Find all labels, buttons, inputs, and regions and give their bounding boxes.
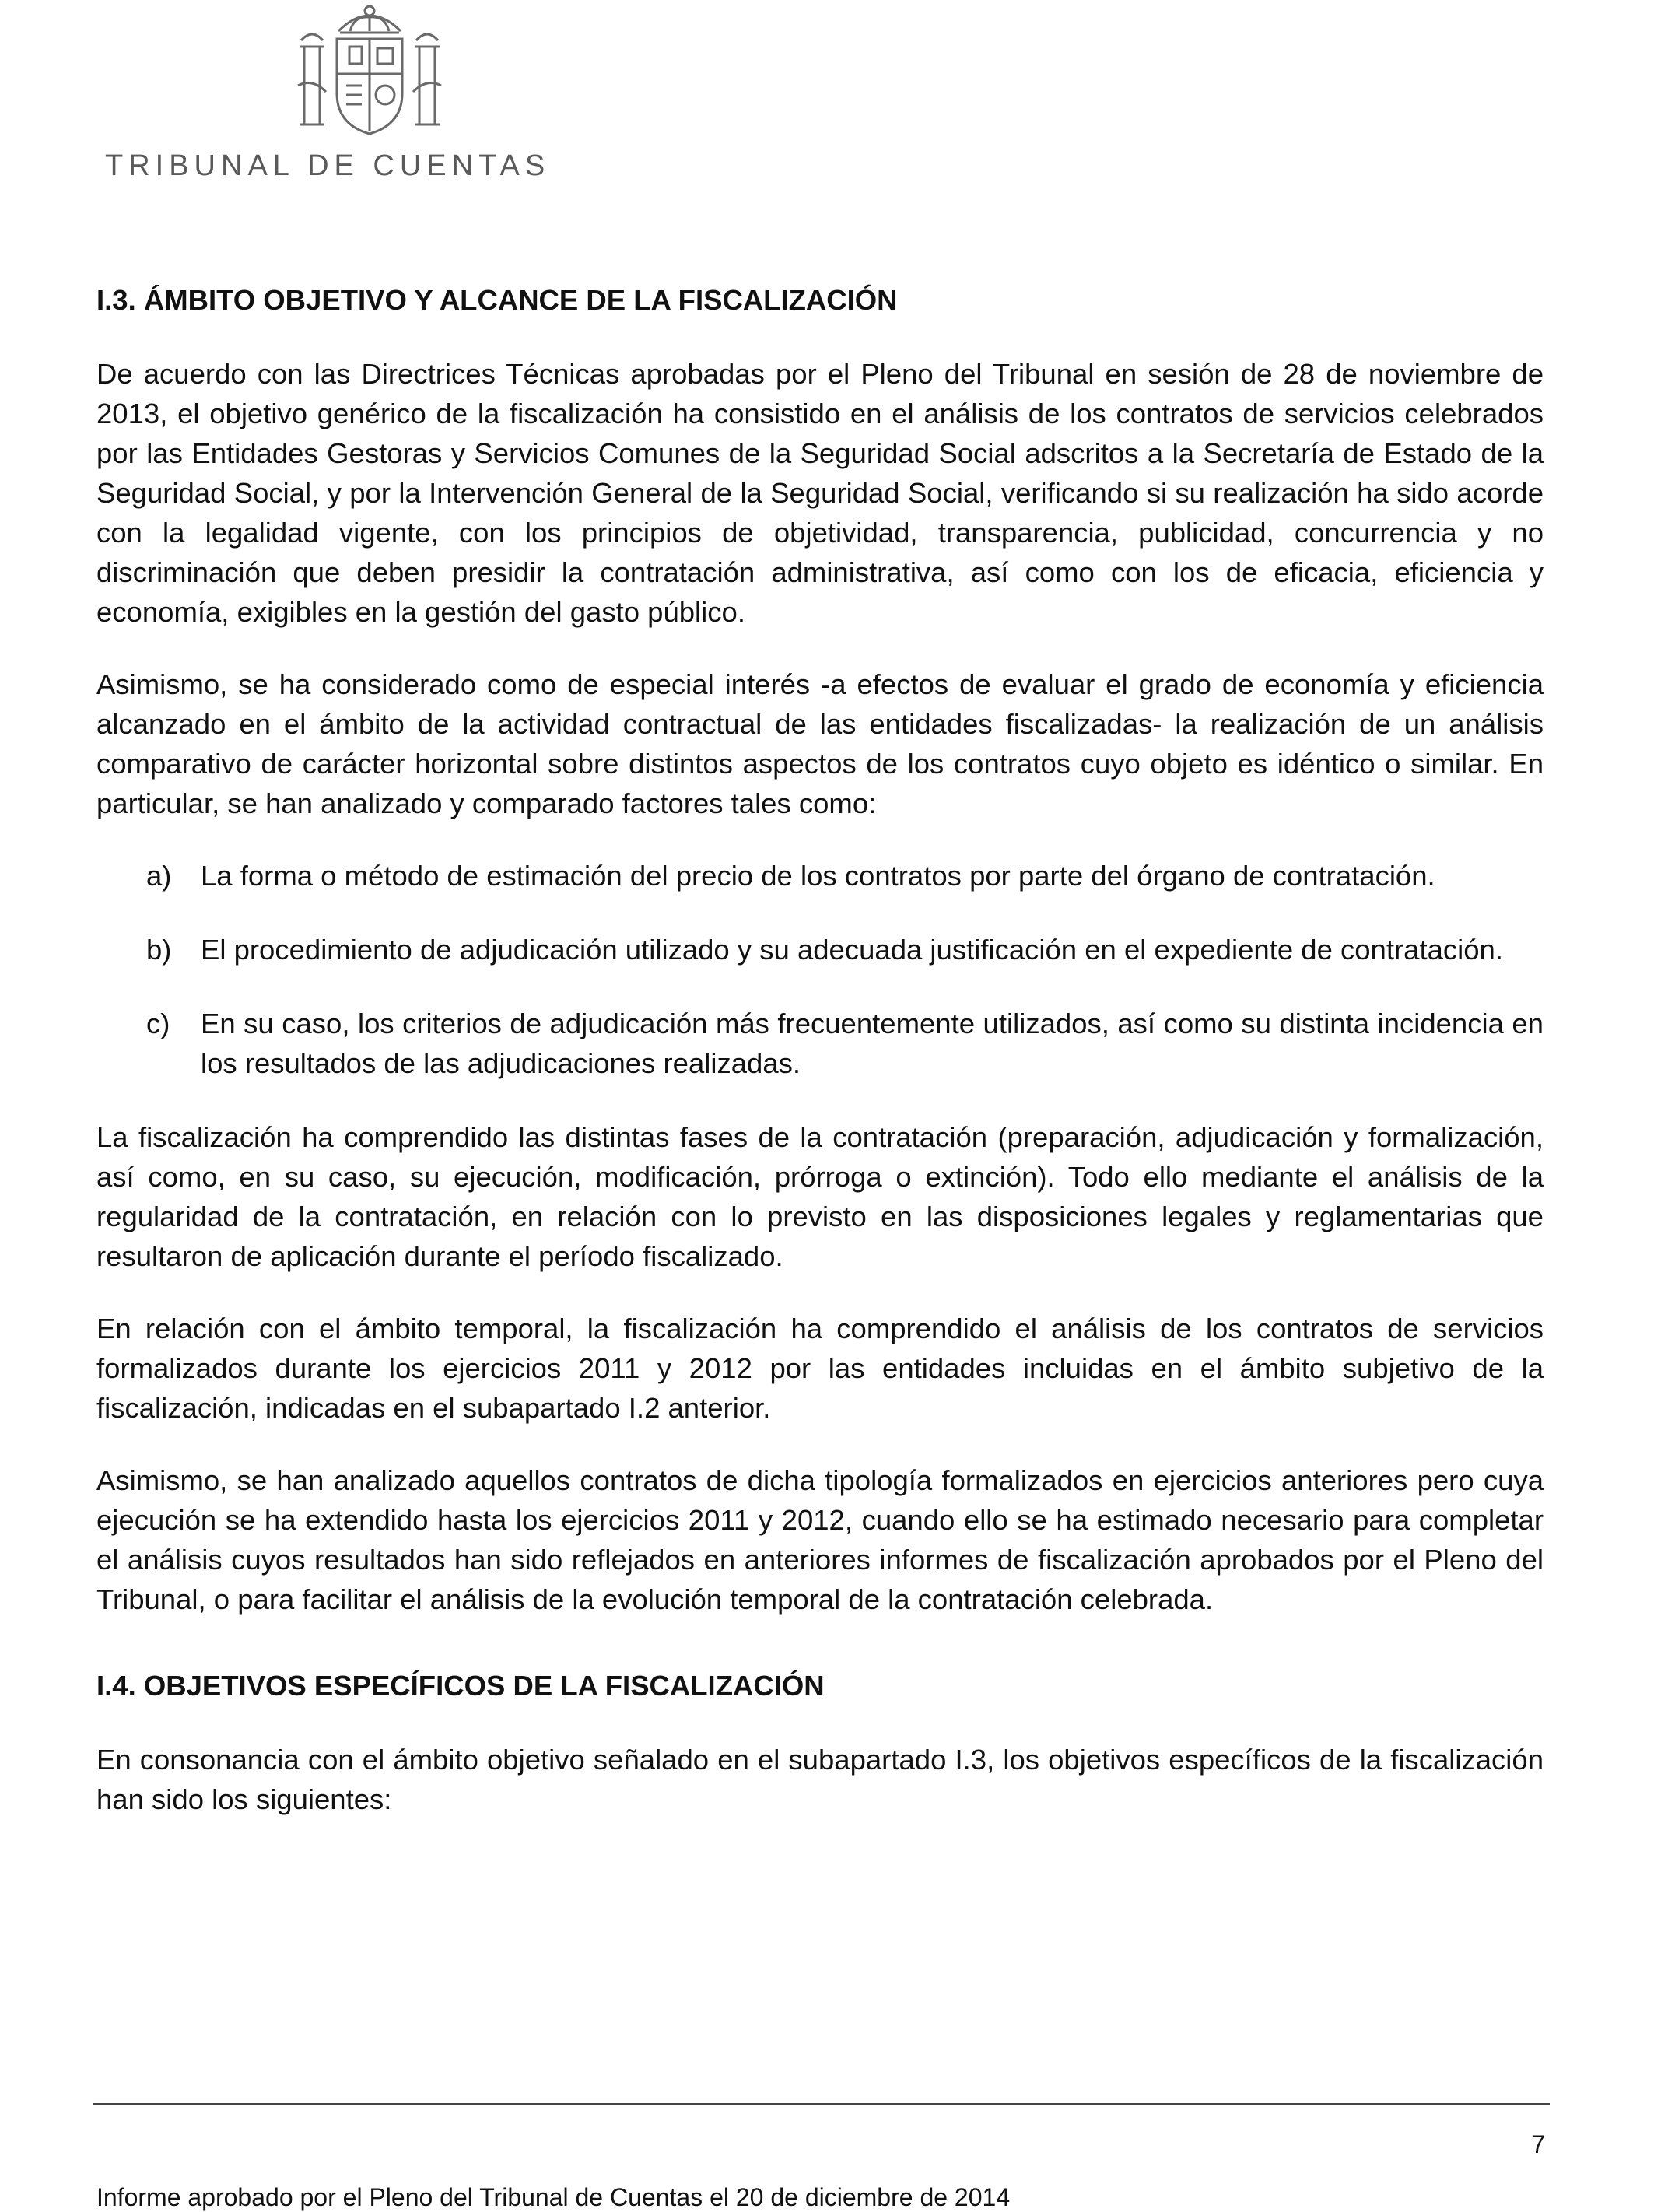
list-item	[96, 930, 1544, 969]
footer-divider	[93, 2103, 1550, 2105]
paragraph: En relación con el ámbito temporal, la fiscalización ha comprendido el análisis de los contratos de servicios formalizados durante los ejercicios 2011 y 2012 por las entidades incluidas en el ámbito subjetivo de la fiscalización, indicadas en el subapartado I.2 anterior.	[96, 1313, 1544, 1424]
paragraph: Asimismo, se han analizado aquellos contratos de dicha tipología formalizados en ejercicios anteriores pero cuya ejecución se ha extendido hasta los ejercicios 2011 y 2012, cuando ello se ha estimado necesario para completar el análisis cuyos resultados han sido reflejados en anteriores informes de fiscalización aprobados por el Pleno del Tribunal, o para facilitar el análisis de la evolución temporal de la contratación celebrada.	[96, 1464, 1544, 1615]
list-item-text: En su caso, los criterios de adjudicación más frecuentemente utilizados, así como su distinta incidencia en los resultados de las adjudicaciones realizadas.	[201, 1008, 1544, 1079]
paragraph: En consonancia con el ámbito objetivo señalado en el subapartado I.3, los objetivos específicos de la fiscalización han sido los siguientes:	[96, 1744, 1544, 1815]
section-title: I.4. OBJETIVOS ESPECÍFICOS DE LA FISCALIZACIÓN	[96, 1670, 825, 1702]
document-body	[96, 280, 1544, 1852]
page-number: 7	[1531, 2130, 1545, 2158]
footer-note: Informe aprobado por el Pleno del Tribunal de Cuentas el 20 de diciembre de 2014	[96, 2183, 1011, 2211]
list-item	[96, 1004, 1544, 1083]
paragraph: Asimismo, se ha considerado como de especial interés -a efectos de evaluar el grado de economía y eficiencia alcanzado en el ámbito de la actividad contractual de las entidades fiscalizadas- la realización de un análisis comparativo de carácter horizontal sobre distintos aspectos de los contratos cuyo objeto es idéntico o similar. En particular, se han analizado y comparado factores tales como:	[96, 668, 1544, 819]
coat-of-arms-icon	[253, 0, 486, 140]
list-item-text: El procedimiento de adjudicación utilizado y su adecuada justificación en el expediente de contratación.	[201, 934, 1503, 966]
list-item	[96, 856, 1544, 896]
list-marker: a)	[146, 860, 172, 892]
section-title: I.3. ÁMBITO OBJETIVO Y ALCANCE DE LA FISCALIZACIÓN	[96, 284, 898, 316]
paragraph: De acuerdo con las Directrices Técnicas aprobadas por el Pleno del Tribunal en sesión de 28 de noviembre de 2013, el objetivo genérico de la fiscalización ha consistido en el análisis de los contratos de servicios celebrados por las Entidades Gestoras y Servicios Comunes de la Seguridad Social adscritos a la Secretaría de Estado de la Seguridad Social, y por la Intervención General de la Seguridad Social, verificando si su realización ha sido acorde con la legalidad vigente, con los principios de objetividad, transparencia, publicidad, concurrencia y no discriminación que deben presidir la contratación administrativa, así como con los de eficacia, eficiencia y economía, exigibles en la gestión del gasto público.	[96, 358, 1544, 628]
page-header	[97, 0, 551, 187]
list-marker: c)	[146, 1008, 170, 1039]
list-marker: b)	[146, 934, 172, 966]
factor-list	[96, 856, 1544, 1083]
paragraph: La fiscalización ha comprendido las distintas fases de la contratación (preparación, adjudicación y formalización, así como, en su caso, su ejecución, modificación, prórroga o extinción). Todo ello mediante el análisis de la regularidad de la contratación, en relación con lo previsto en las disposiciones legales y reglamentarias que resultaron de aplicación durante el período fiscalizado.	[96, 1121, 1544, 1272]
coat-of-arms-logo	[253, 0, 486, 140]
institution-name: TRIBUNAL DE CUENTAS	[105, 149, 551, 182]
list-item-text: La forma o método de estimación del precio de los contratos por parte del órgano de contratación.	[201, 860, 1435, 892]
